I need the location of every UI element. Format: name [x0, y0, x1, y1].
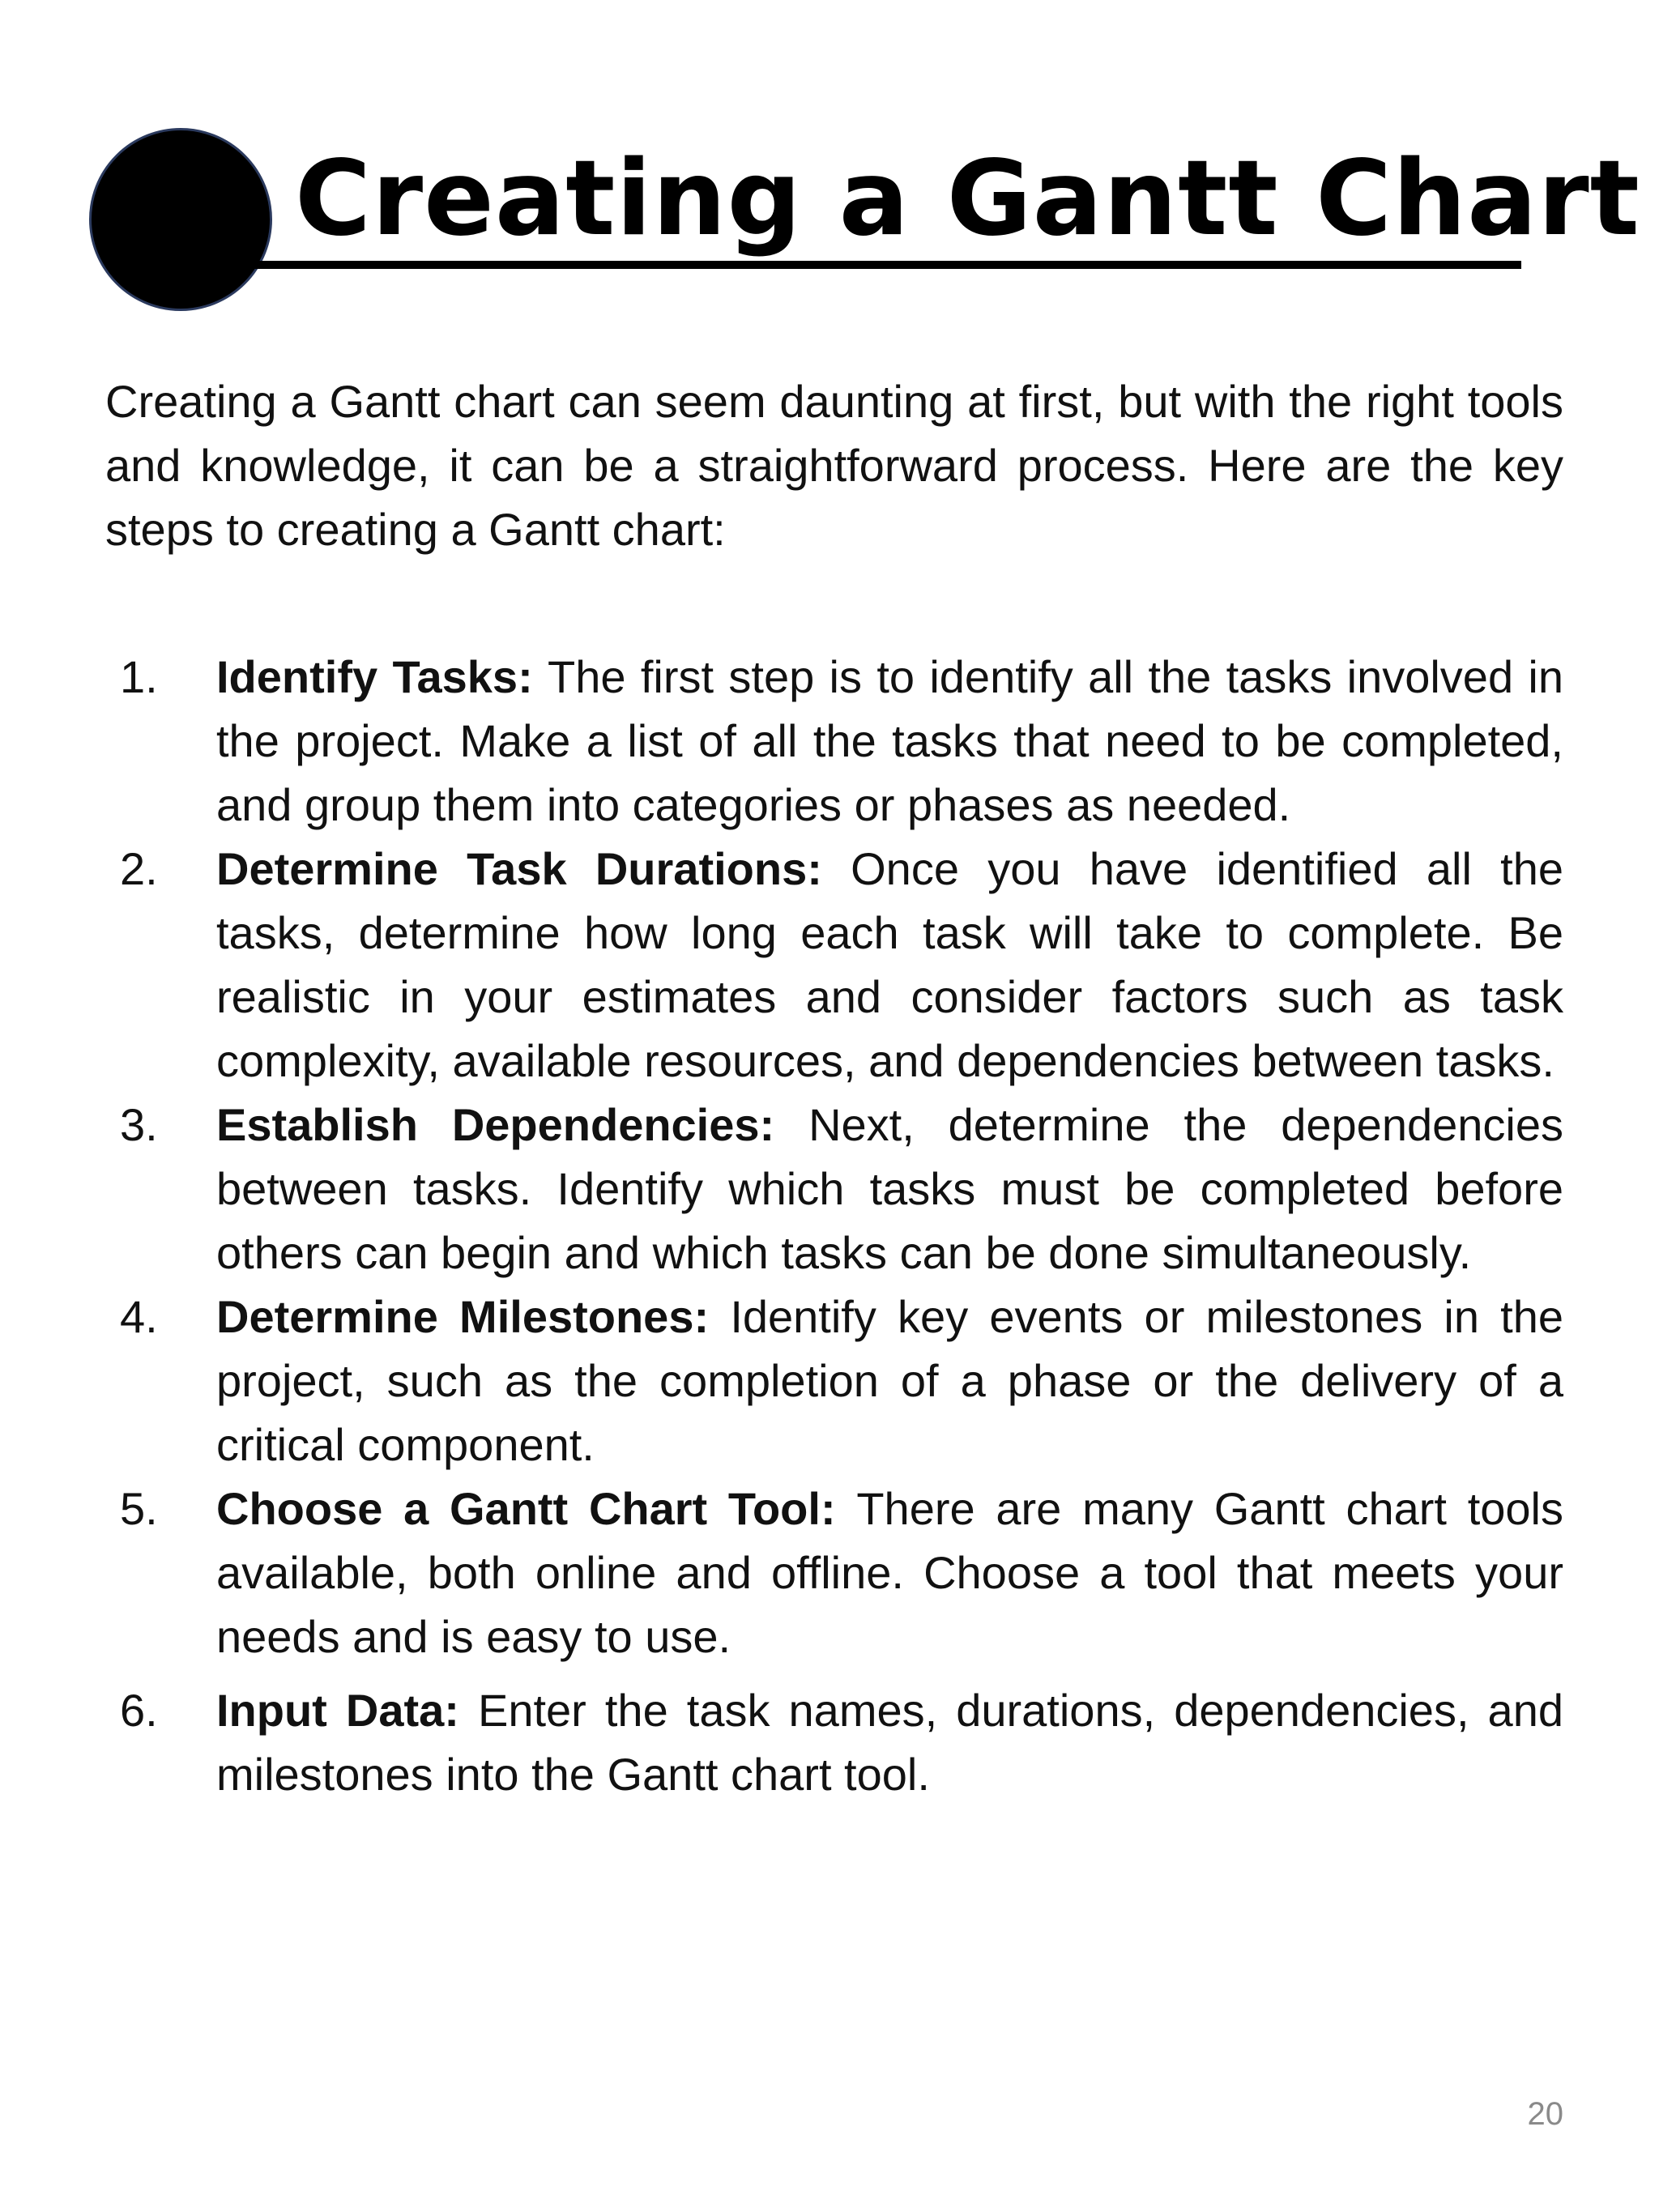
step-item — [105, 645, 1563, 837]
step-title: Identify Tasks: — [216, 651, 548, 702]
step-item — [105, 1285, 1563, 1477]
intro-paragraph: Creating a Gantt chart can seem daunting at first, but with the right tools and knowledge, it can be a straightforward process. Here are the key steps to creating a Gantt chart: — [105, 376, 1563, 555]
step-number: 4. — [120, 1291, 158, 1342]
step-item — [105, 1093, 1563, 1285]
steps-list — [105, 645, 1563, 1806]
step-number: 1. — [120, 651, 158, 702]
step-text: There are many Gantt chart tools available, both online and offline. Choose a tool that meets your needs and is easy to use. — [216, 1483, 1563, 1662]
step-item — [105, 1477, 1563, 1669]
page-number: 20 — [1527, 2096, 1563, 2132]
step-item — [105, 1678, 1563, 1806]
title-circle-decoration — [89, 128, 272, 311]
page-title: Creating a Gantt Chart — [295, 139, 1640, 259]
step-title: Determine Task Durations: — [216, 843, 851, 894]
step-text: Identify key events or milestones in the project, such as the completion of a phase or the delivery of a critical component. — [216, 1291, 1564, 1470]
step-text: Once you have identified all the tasks, determine how long each task will take to complete. Be realistic in your estimates and consider factors such as task complexity, available resources, and dependencies between tasks. — [216, 843, 1563, 1086]
step-text: Enter the task names, durations, dependencies, and milestones into the Gantt chart tool. — [216, 1685, 1563, 1800]
step-number: 6. — [120, 1685, 158, 1736]
step-number: 2. — [120, 843, 158, 894]
step-text: The first step is to identify all the tasks involved in the project. Make a list of all the tasks that need to be completed, and group them into categories or phases as needed. — [216, 651, 1564, 830]
step-title: Determine Milestones: — [216, 1291, 731, 1342]
step-number: 5. — [120, 1483, 158, 1534]
page-header — [0, 0, 1659, 324]
step-text: Next, determine the dependencies between tasks. Identify which tasks must be completed before others can begin and which tasks can be done simultaneously. — [216, 1099, 1563, 1278]
step-title: Establish Dependencies: — [216, 1099, 809, 1150]
step-title: Input Data: — [216, 1685, 478, 1736]
step-title: Choose a Gantt Chart Tool: — [216, 1483, 857, 1534]
step-item — [105, 837, 1563, 1093]
step-number: 3. — [120, 1099, 158, 1150]
